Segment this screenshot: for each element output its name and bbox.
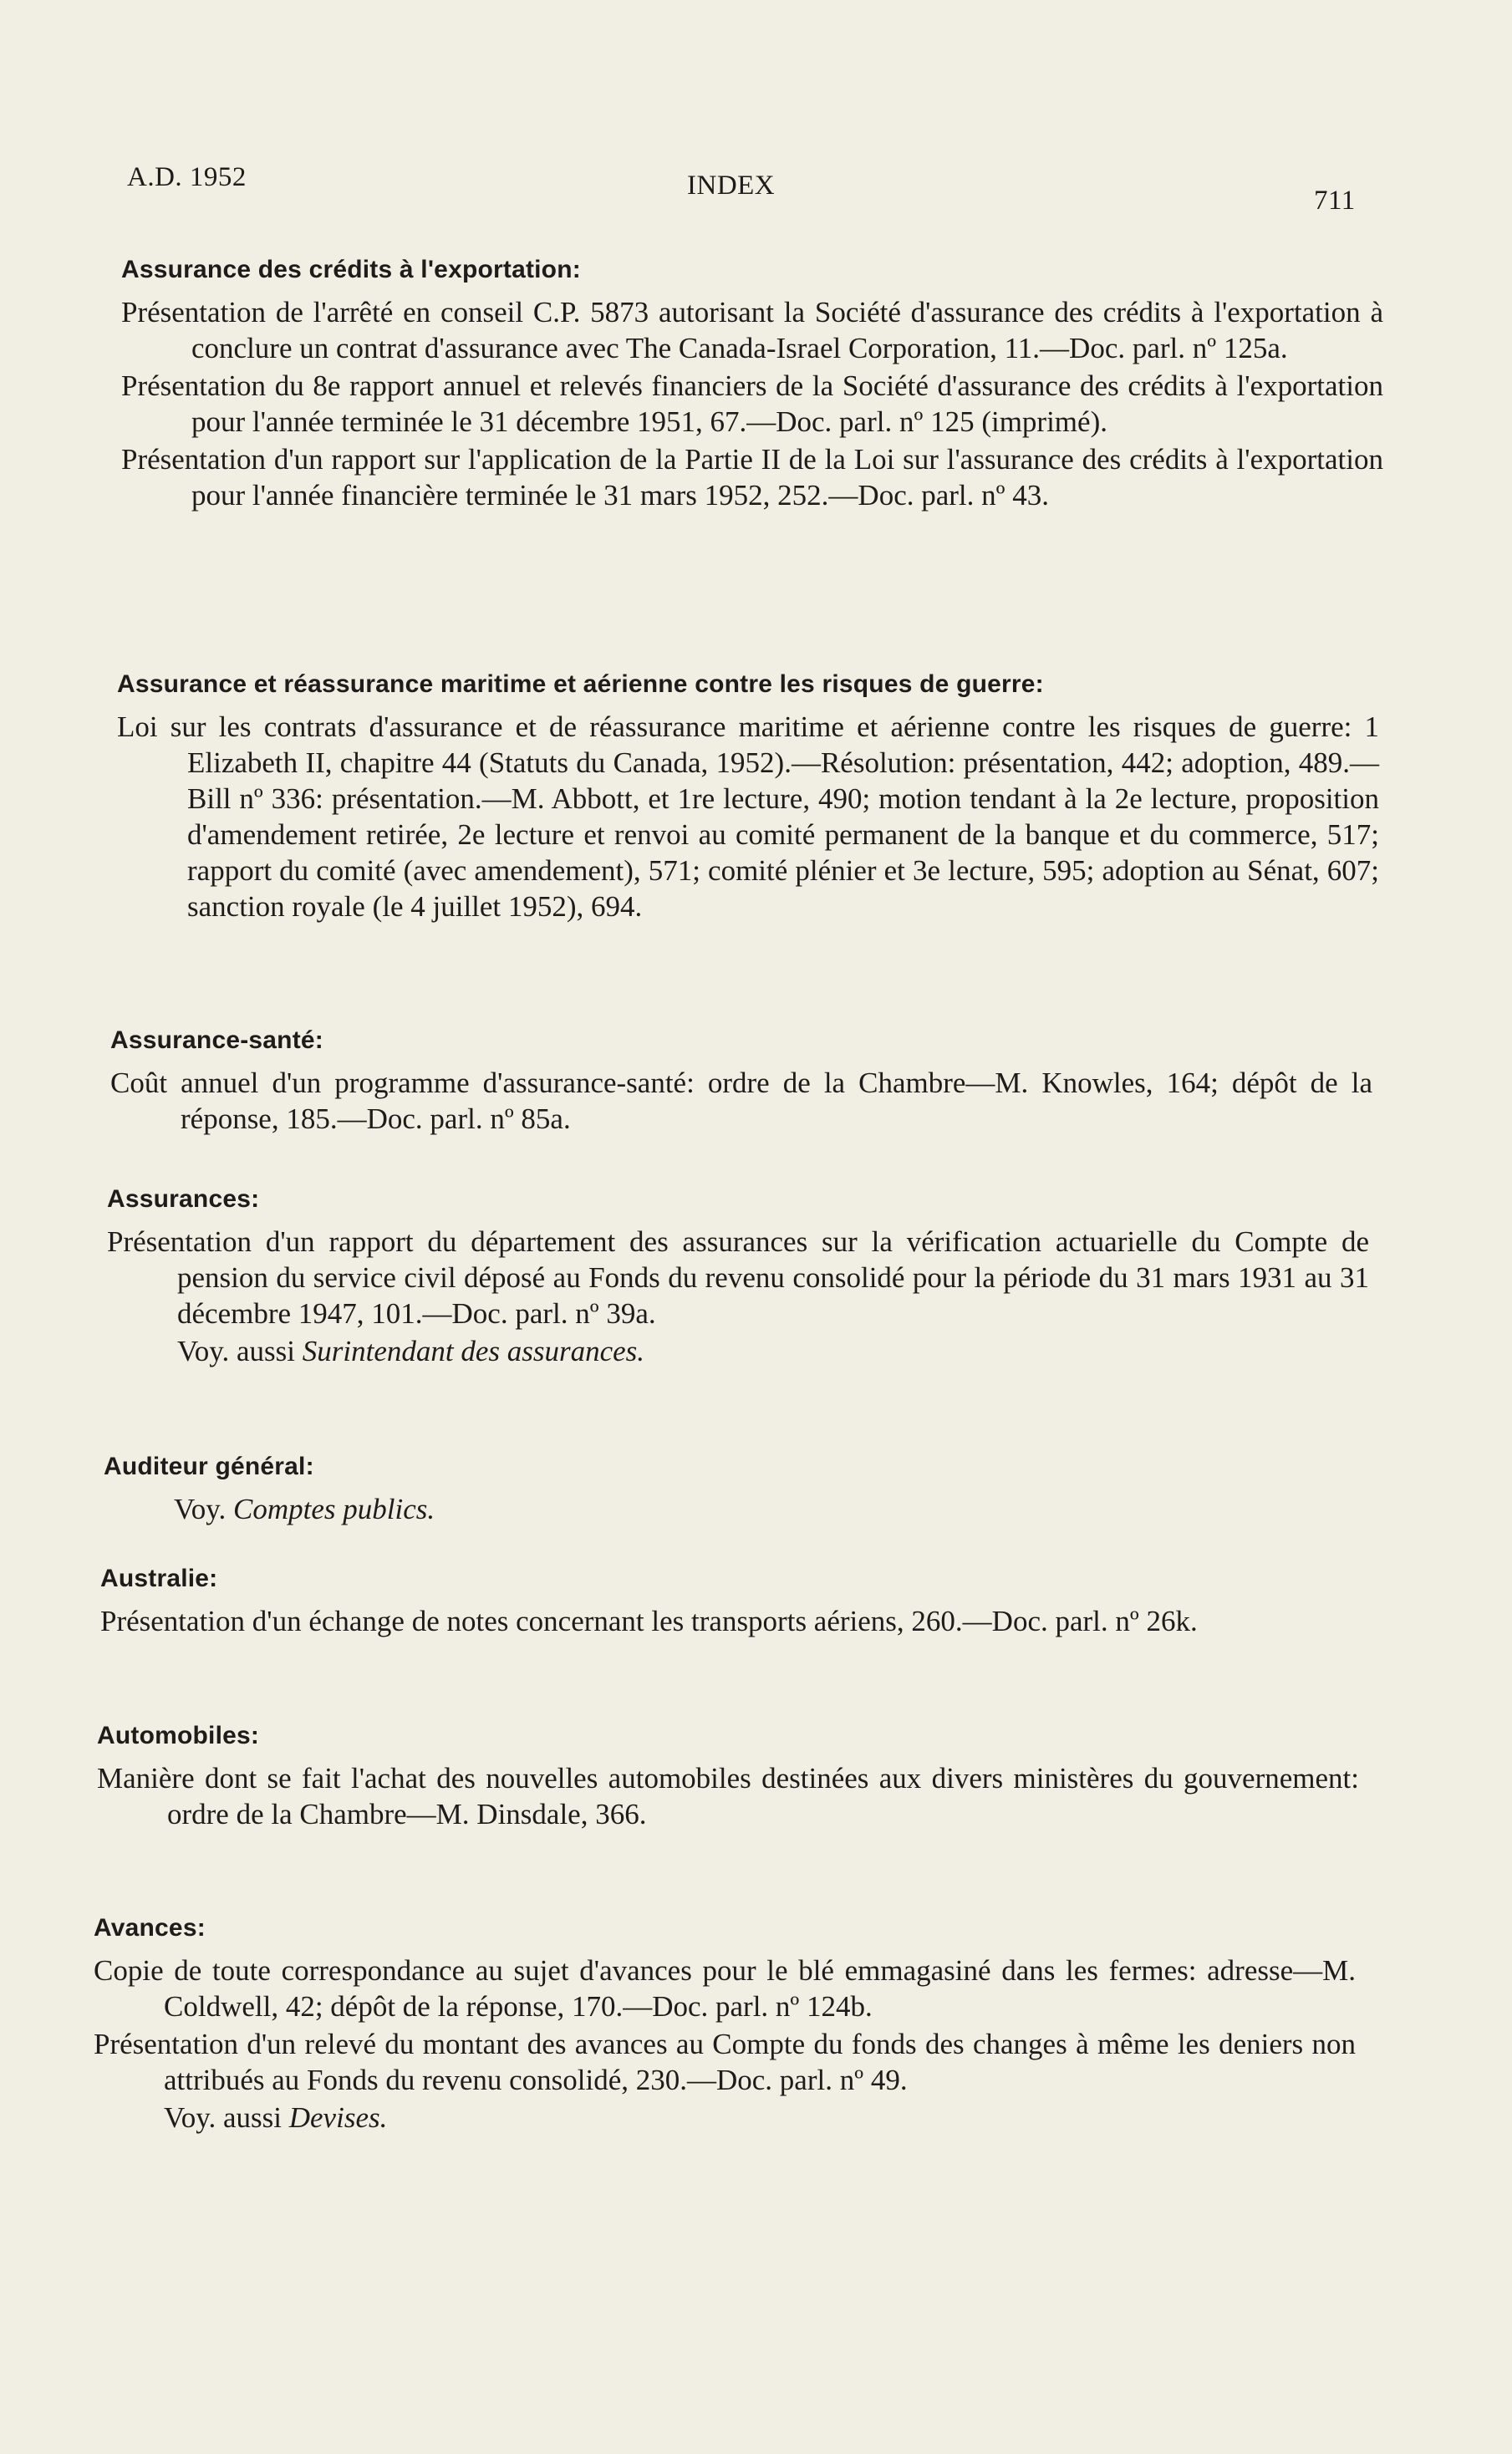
see-also-reference: [104, 1491, 1366, 1527]
see-also-prefix: Voy. aussi: [177, 1335, 303, 1367]
section-heading: Assurance des crédits à l'exportation:: [121, 256, 581, 283]
header-title: INDEX: [687, 171, 776, 201]
index-entry: Présentation du 8e rapport annuel et relevés financiers de la Société d'assurance des crédits à l'exportation pour l'année terminée le 31 décembre 1951, 67.—Doc. parl. nº 125 (imprimé).: [121, 369, 1383, 438]
index-entry: Présentation d'un rapport sur l'application de la Partie II de la Loi sur l'assurance des crédits à l'exportation pour l'année financière terminée le 31 mars 1952, 252.—Doc. parl. nº 43.: [121, 443, 1383, 512]
index-entry: Loi sur les contrats d'assurance et de réassurance maritime et aérienne contre les risques de guerre: 1 Elizabeth II, chapitre 44 (Statuts du Canada, 1952).—Résolution: présentation, 442; adoption, 489.—Bill nº 336: présentation.—M. Abbott, et 1re lecture, 490; motion tendant à la 2e lecture, proposition d'amendement retirée, 2e lecture et renvoi au comité permanent de la banque et du commerce, 517; rapport du comité (avec amendement), 571; comité plénier et 3e lecture, 595; adoption au Sénat, 607; sanction royale (le 4 juillet 1952), 694.: [117, 710, 1379, 923]
page-number: 711: [1314, 186, 1356, 216]
section-heading: Assurance et réassurance maritime et aérienne contre les risques de guerre:: [117, 670, 1044, 698]
see-also-target: Surintendant des assurances.: [302, 1335, 645, 1367]
see-also-prefix: Voy. aussi: [164, 2101, 289, 2134]
section-heading: Australie:: [100, 1565, 218, 1592]
see-also-reference: [94, 2100, 1356, 2136]
section-assurance-sante: [110, 1026, 1372, 1138]
section-auditeur-general: [104, 1453, 1366, 1527]
section-assurance-credits-exportation: [121, 256, 1383, 515]
index-entry: Présentation de l'arrêté en conseil C.P. 5873 autorisant la Société d'assurance des crédits à l'exportation à conclure un contrat d'assurance avec The Canada-Israel Corporation, 11.—Doc. parl. nº 125a.: [121, 296, 1383, 364]
section-australie: [100, 1565, 1362, 1641]
section-automobiles: [97, 1722, 1359, 1834]
section-heading: Automobiles:: [97, 1722, 260, 1749]
section-heading: Auditeur général:: [104, 1453, 314, 1480]
see-also-reference: [107, 1333, 1369, 1369]
index-entry: Présentation d'un relevé du montant des avances au Compte du fonds des changes à même les deniers non attribués au Fonds du revenu consolidé, 230.—Doc. parl. nº 49.: [94, 2028, 1356, 2096]
index-entry: Manière dont se fait l'achat des nouvelles automobiles destinées aux divers ministères du gouvernement: ordre de la Chambre—M. Dinsdale, 366.: [97, 1762, 1359, 1830]
see-also-target: Comptes publics.: [233, 1493, 435, 1525]
see-also-prefix: Voy.: [174, 1493, 233, 1525]
index-entry: Coût annuel d'un programme d'assurance-santé: ordre de la Chambre—M. Knowles, 164; dépôt de la réponse, 185.—Doc. parl. nº 85a.: [110, 1067, 1372, 1135]
section-heading: Assurances:: [107, 1185, 260, 1213]
section-heading: Assurance-santé:: [110, 1026, 323, 1054]
header-year: A.D. 1952: [127, 162, 247, 192]
see-also-target: Devises.: [288, 2101, 388, 2134]
section-assurances: [107, 1185, 1369, 1369]
section-heading: Avances:: [94, 1914, 206, 1942]
index-entry: Présentation d'un échange de notes concernant les transports aériens, 260.—Doc. parl. nº 26k.: [100, 1605, 1198, 1637]
section-avances: [94, 1914, 1356, 2136]
index-entry: Présentation d'un rapport du département des assurances sur la vérification actuarielle du Compte de pension du service civil déposé au Fonds du revenu consolidé pour la période du 31 mars 1931 au 31 décembre 1947, 101.—Doc. parl. nº 39a.: [107, 1225, 1369, 1330]
index-entry: Copie de toute correspondance au sujet d'avances pour le blé emmagasiné dans les fermes: adresse—M. Coldwell, 42; dépôt de la réponse, 170.—Doc. parl. nº 124b.: [94, 1954, 1356, 2023]
section-assurance-reassurance-guerre: [117, 670, 1379, 926]
